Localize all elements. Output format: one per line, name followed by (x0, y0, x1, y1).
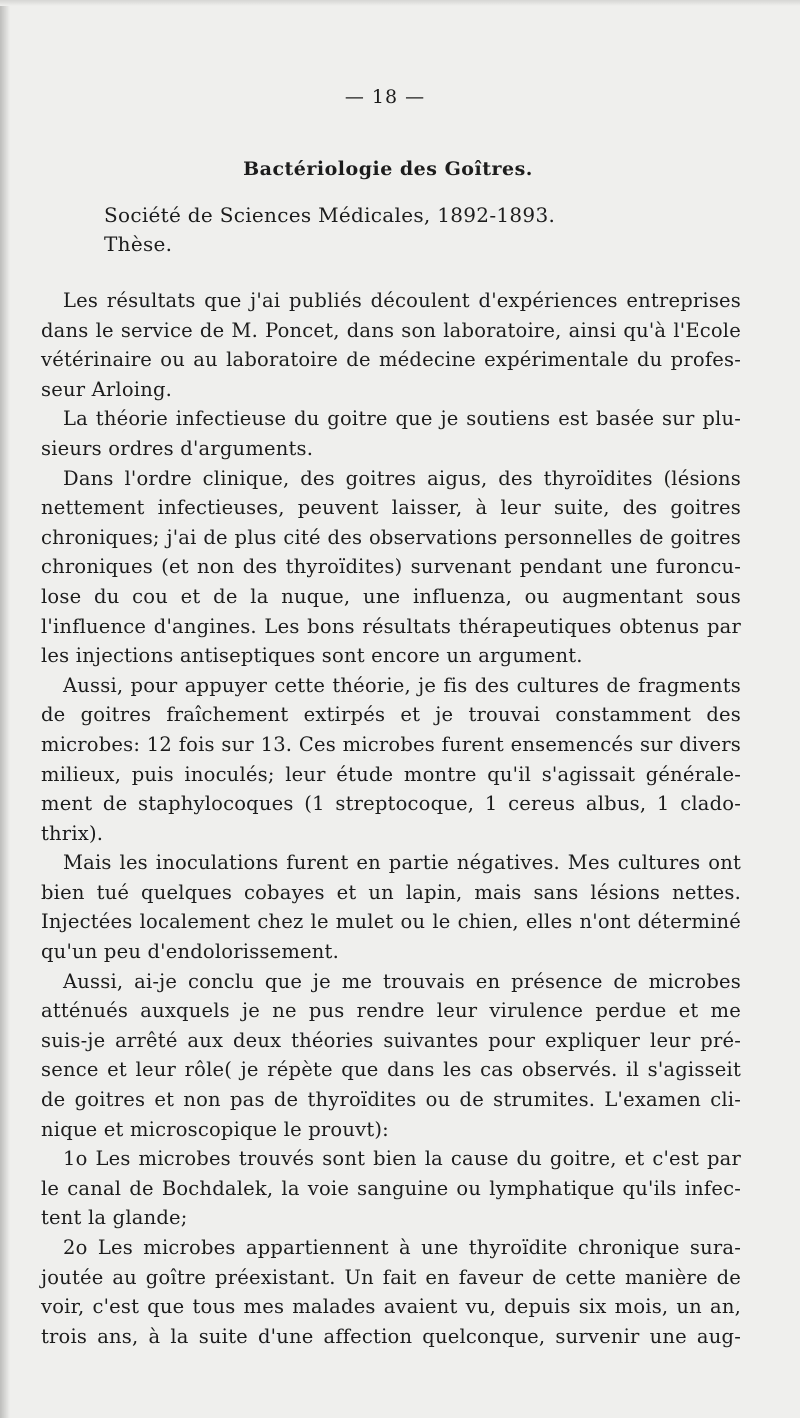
text-line: seur Arloing. (41, 377, 173, 401)
text-line: trois ans, à la suite d'une affection quelconque, survenir une aug- (41, 1324, 741, 1348)
text-line: 2o Les microbes appartiennent à une thyroïdite chronique sura- (63, 1236, 741, 1259)
citation-line: Thèse. (104, 232, 173, 256)
text-line: le canal de Bochdalek, la voie sanguine ou lymphatique qu'ils infec- (41, 1176, 741, 1200)
text-line: de goitres fraîchement extirpés et je trouvai constamment des (41, 703, 741, 727)
text-line: l'influence d'angines. Les bons résultats thérapeutiques obtenus par (41, 614, 741, 638)
text-line: Dans l'ordre clinique, des goitres aigus, des thyroïdites (lésions (63, 466, 741, 490)
text-line: Mais les inoculations furent en partie négatives. Mes cultures ont (63, 851, 741, 875)
text-line: Injectées localement chez le mulet ou le chien, elles n'ont déterminé (41, 910, 741, 934)
text-line: voir, c'est que tous mes malades avaient vu, depuis six mois, un an, (41, 1295, 741, 1319)
text-line: chroniques; j'ai de plus cité des observations personnelles de goitres (41, 525, 741, 549)
text-line: les injections antiseptiques sont encore un argument. (41, 644, 583, 668)
page-top-shadow (0, 0, 800, 6)
body-text (41, 286, 741, 1351)
text-line: bien tué quelques cobayes et un lapin, mais sans lésions nettes. (41, 880, 741, 904)
text-line: milieux, puis inoculés; leur étude montre qu'il s'agissait générale- (41, 762, 741, 786)
text-line: atténués auxquels je ne pus rendre leur virulence perdue et me (41, 999, 741, 1023)
text-line: tent la glande; (41, 1206, 188, 1230)
text-line: nettement infectieuses, peuvent laisser, à leur suite, des goitres (41, 496, 741, 520)
text-line: 1o Les microbes trouvés sont bien la cause du goitre, et c'est par (63, 1147, 741, 1171)
text-line: chroniques (et non des thyroïdites) survenant pendant une furoncu- (41, 555, 741, 579)
text-line: thrix). (41, 821, 104, 845)
text-line: nique et microscopique le prouvt): (41, 1117, 389, 1141)
text-line: Les résultats que j'ai publiés découlent d'expériences entreprises (63, 289, 741, 312)
text-line: suis-je arrêté aux deux théories suivantes pour expliquer leur pré- (41, 1028, 741, 1052)
text-line: sieurs ordres d'arguments. (41, 436, 314, 460)
section-title: Bactériologie des Goîtres. (243, 158, 533, 180)
text-line: microbes: 12 fois sur 13. Ces microbes furent ensemencés sur divers (41, 732, 741, 756)
text-line: dans le service de M. Poncet, dans son laboratoire, ainsi qu'à l'Ecole (41, 318, 741, 342)
text-line: joutée au goître préexistant. Un fait en faveur de cette manière de (41, 1265, 741, 1289)
text-line: Aussi, pour appuyer cette théorie, je fis des cultures de fragments (63, 673, 741, 697)
text-line: vétérinaire ou au laboratoire de médecine expérimentale du profes- (41, 348, 741, 372)
text-line: La théorie infectieuse du goitre que je soutiens est basée sur plu- (63, 407, 741, 431)
text-line: sence et leur rôle( je répète que dans les cas observés. il s'agisseit (41, 1058, 741, 1082)
page-number: — 18 — (344, 86, 426, 108)
text-line: Aussi, ai-je conclu que je me trouvais en présence de microbes (63, 969, 741, 993)
text-line: ment de staphylocoques (1 streptocoque, 1 cereus albus, 1 clado- (41, 792, 741, 816)
citation-line: Société de Sciences Médicales, 1892-1893. (104, 203, 556, 227)
page-gutter-shadow (0, 0, 10, 1418)
text-line: qu'un peu d'endolorissement. (41, 940, 339, 964)
text-line: lose du cou et de la nuque, une influenza, ou augmentant sous (41, 584, 741, 608)
text-line: de goitres et non pas de thyroïdites ou de strumites. L'examen cli- (41, 1088, 741, 1112)
